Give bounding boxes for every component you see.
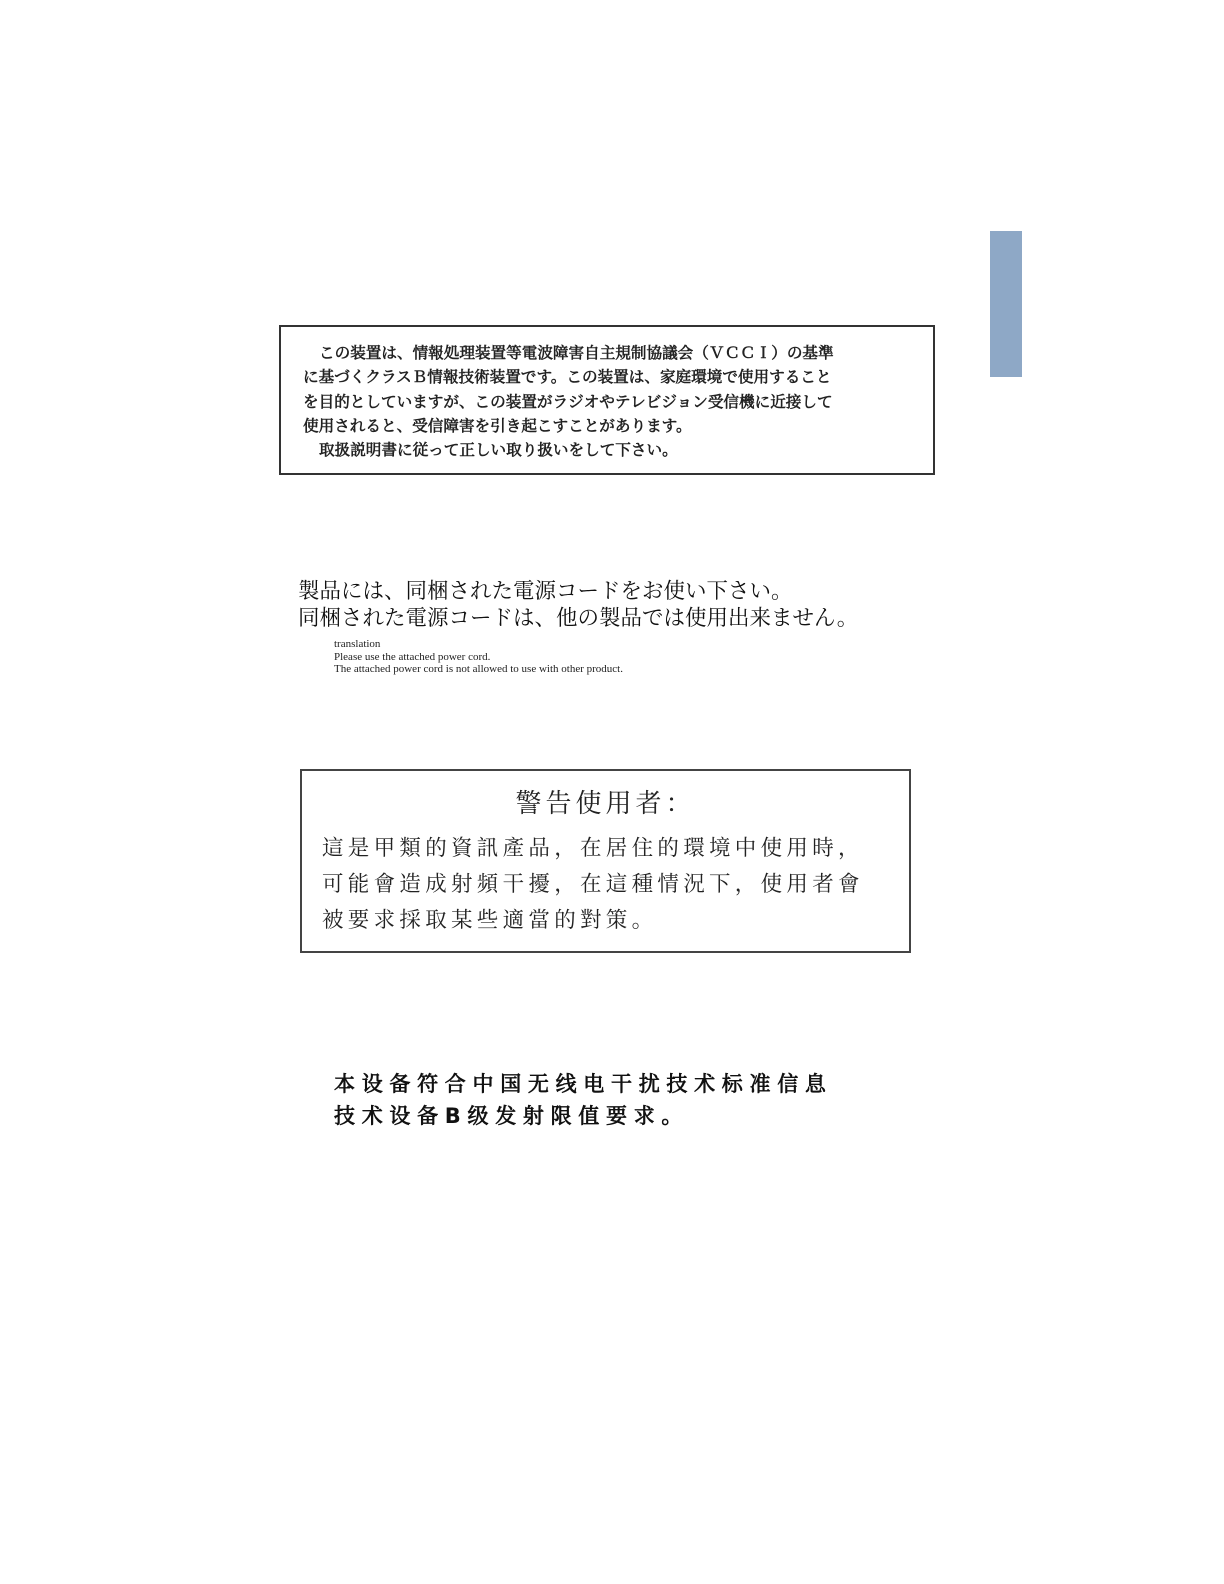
vcci-line: に基づくクラスＢ情報技術装置です。この装置は、家庭環境で使用すること: [303, 368, 832, 387]
warning-line: 被要求採取某些適當的對策。: [322, 908, 658, 933]
vcci-line: 使用されると、受信障害を引き起こすことがあります。: [303, 416, 692, 435]
power-cord-line: 製品には、同梱された電源コードをお使い下さい。: [298, 579, 793, 604]
vcci-line: 取扱説明書に従って正しい取り扱いをして下さい。: [319, 441, 678, 460]
warning-line: 這是甲類的資訊產品，在居住的環境中使用時，: [322, 836, 864, 861]
vcci-line: この装置は、情報処理装置等電波障害自主規制協議会（ＶＣＣＩ）の基準: [319, 344, 834, 362]
vcci-line: を目的としていますが、この装置がラジオやテレビジョン受信機に近接して: [303, 392, 833, 411]
warning-line: 可能會造成射頻干擾，在這種情況下，使用者會: [322, 872, 864, 897]
power-cord-translation: [334, 638, 858, 676]
power-cord-line: 同梱された電源コードは、他の製品では使用出来ません。: [298, 606, 859, 631]
china-notice-line: 本设备符合中国无线电干扰技术标准信息: [334, 1072, 833, 1096]
china-notice-line: 技术设备B级发射限值要求。: [334, 1104, 690, 1128]
china-notice: [334, 1068, 833, 1132]
translation-line: Please use the attached power cord.: [334, 650, 491, 663]
taiwan-warning-box: [300, 769, 911, 953]
power-cord-notice: [298, 578, 858, 676]
translation-label: translation: [334, 638, 381, 650]
warning-body: [322, 831, 864, 939]
vcci-notice-box: [279, 325, 935, 475]
translation-line: The attached power cord is not allowed to use with other product.: [334, 663, 623, 675]
warning-title: 警告使用者：: [515, 789, 696, 819]
section-side-tab: [990, 231, 1022, 377]
